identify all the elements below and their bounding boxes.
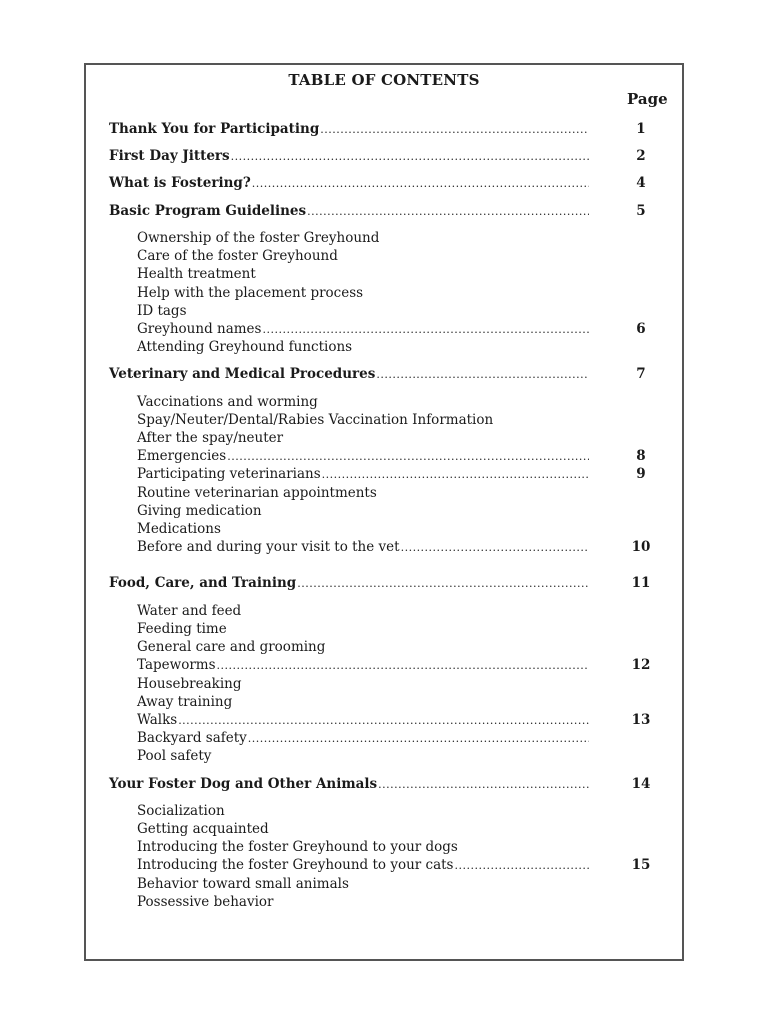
toc-subentry: Feeding time [137, 621, 227, 637]
toc-subentry: Behavior toward small animals [137, 876, 349, 892]
page-number: 12 [631, 657, 651, 673]
page-number: 14 [631, 776, 651, 792]
toc-subentry: Ownership of the foster Greyhound [137, 230, 380, 246]
toc-subentry: Health treatment [137, 266, 256, 282]
page-column-header: Page [627, 90, 668, 108]
toc-entry: Basic Program Guidelines ..... [109, 203, 589, 221]
page-number: 8 [636, 448, 646, 464]
toc-subentry: Before and during your visit to the vet ..... [137, 539, 589, 557]
toc-subentry: Emergencies ..... [137, 448, 589, 466]
toc-subentry: Routine veterinarian appointments [137, 485, 377, 501]
toc-subentry: Tapeworms ..... [137, 657, 589, 675]
toc-subentry: Vaccinations and worming [137, 394, 318, 410]
page-number: 6 [636, 321, 646, 337]
page-number: 13 [631, 712, 651, 728]
toc-subentry: ID tags [137, 303, 187, 319]
toc-entry: Thank You for Participating ..... [109, 121, 589, 139]
toc-subentry: Care of the foster Greyhound [137, 248, 338, 264]
toc-subentry: Pool safety [137, 748, 212, 764]
page-number: 15 [631, 857, 651, 873]
toc-entry: Veterinary and Medical Procedures ..... [109, 366, 589, 384]
toc-subentry: Participating veterinarians ..... [137, 466, 589, 484]
toc-entry: First Day Jitters ..... [109, 148, 589, 166]
toc-subentry: Greyhound names ..... [137, 321, 589, 339]
toc-subentry: After the spay/neuter [137, 430, 284, 446]
toc-subentry: Housebreaking [137, 676, 242, 692]
toc-subentry: Away training [137, 694, 233, 710]
page-number: 2 [636, 148, 646, 164]
toc-subentry: Possessive behavior [137, 894, 274, 910]
toc-entry: Your Foster Dog and Other Animals ..... [109, 776, 589, 794]
page-number: 5 [636, 203, 646, 219]
toc-subentry: Walks ..... [137, 712, 589, 730]
page-number: 10 [631, 539, 651, 555]
toc-subentry: Backyard safety ..... [137, 730, 589, 748]
toc-subentry: Help with the placement process [137, 285, 364, 301]
toc-subentry: Getting acquainted [137, 821, 269, 837]
toc-subentry: General care and grooming [137, 639, 326, 655]
page-number: 9 [636, 466, 646, 482]
toc-subentry: Socialization [137, 803, 225, 819]
page-number: 1 [636, 121, 646, 137]
toc-subentry: Attending Greyhound functions [137, 339, 353, 355]
toc-subentry: Giving medication [137, 503, 262, 519]
toc-entry: What is Fostering? ..... [109, 175, 589, 193]
toc-frame [84, 63, 684, 961]
toc-title: TABLE OF CONTENTS [288, 71, 480, 89]
page-number: 11 [631, 575, 651, 591]
toc-subentry: Introducing the foster Greyhound to your cats ..... [137, 857, 589, 875]
toc-entry: Food, Care, and Training ..... [109, 575, 589, 593]
toc-subentry: Spay/Neuter/Dental/Rabies Vaccination Information [137, 412, 494, 428]
toc-subentry: Introducing the foster Greyhound to your dogs [137, 839, 458, 855]
page-number: 7 [636, 366, 646, 382]
page-number: 4 [636, 175, 646, 191]
toc-subentry: Medications [137, 521, 221, 537]
toc-subentry: Water and feed [137, 603, 242, 619]
